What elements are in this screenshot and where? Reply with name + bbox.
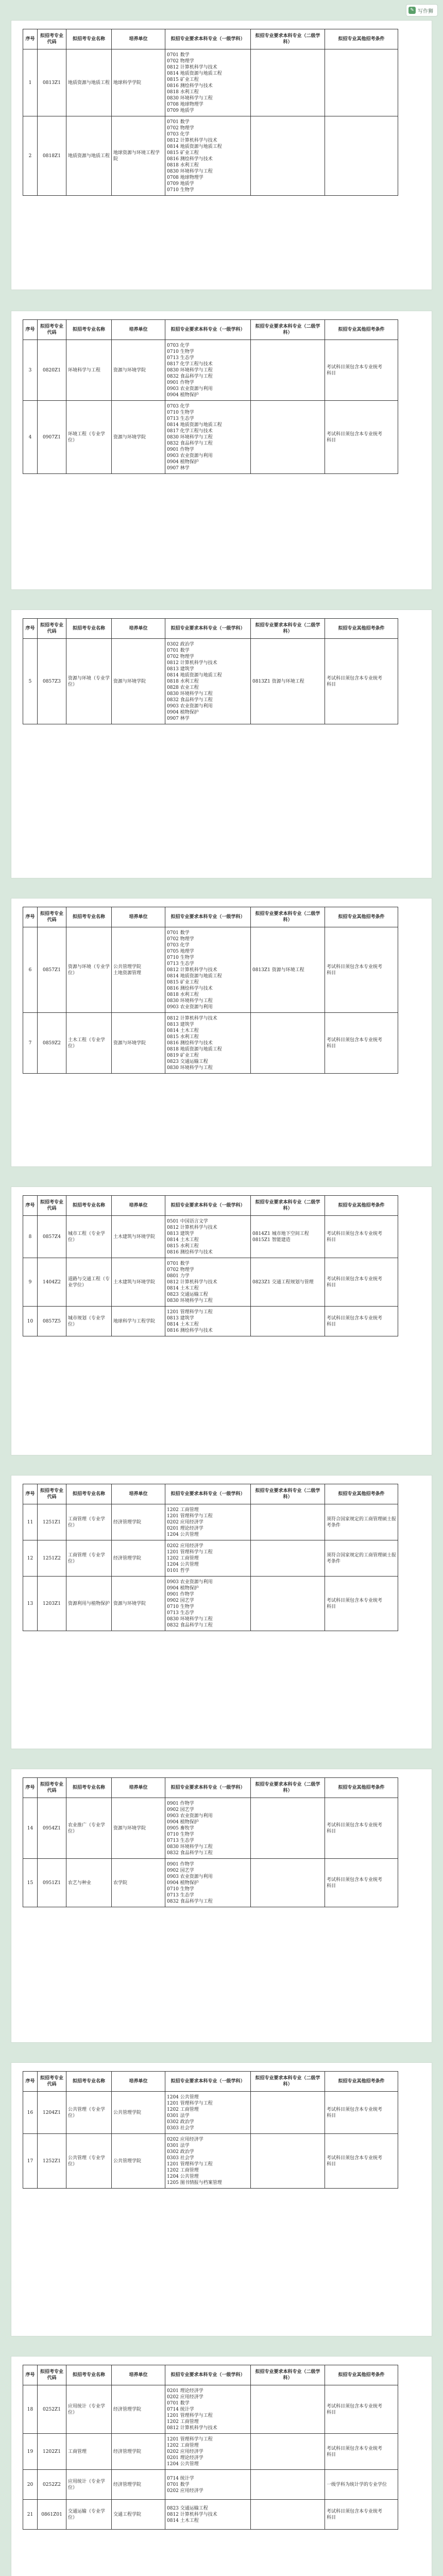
cell-no: 15 bbox=[23, 1859, 38, 1907]
cell-code: 1404Z2 bbox=[38, 1258, 66, 1307]
cell-unit: 资源与环境学院 bbox=[112, 340, 165, 401]
cell-unit: 地球科学学院 bbox=[112, 49, 165, 116]
cell-req2 bbox=[251, 49, 325, 116]
cell-req1: 1204 公共管理 1201 管理科学与工程 1202 工商管理 0301 法学 0302 政治学 0303 社会学 bbox=[165, 2092, 251, 2134]
cell-req1: 0812 计算机科学与技术 0813 建筑学 0814 土木工程 0815 水利工程 0816 测绘科学与技术 0818 地质资源与地质工程 0819 矿业工程 0823 交通运输工程 0830 环境科学与工程 bbox=[165, 1013, 251, 1074]
column-header: 序号 bbox=[23, 2365, 38, 2385]
column-header: 培养单位 bbox=[112, 619, 165, 639]
cell-name: 应用统计（专业学位） bbox=[66, 2385, 112, 2434]
column-header: 拟招专业其他招考条件 bbox=[325, 29, 398, 49]
column-header: 培养单位 bbox=[112, 907, 165, 927]
column-header: 拟招专业要求本科专业（一级学科） bbox=[165, 2365, 251, 2385]
cell-unit: 地球资源与环境工程学院 bbox=[112, 116, 165, 196]
column-header: 拟招考专业名称 bbox=[66, 1484, 112, 1504]
cell-no: 2 bbox=[23, 116, 38, 196]
cell-no: 17 bbox=[23, 2134, 38, 2189]
cell-req2 bbox=[251, 2500, 325, 2530]
table-row bbox=[23, 1577, 398, 1631]
cell-name: 工商管理（专业学位） bbox=[66, 1540, 112, 1577]
cell-unit: 农学院 bbox=[112, 1859, 165, 1907]
top-bar bbox=[0, 0, 443, 21]
cell-name: 应用统计（专业学位） bbox=[66, 2470, 112, 2500]
major-table bbox=[23, 2071, 398, 2189]
table-row bbox=[23, 1013, 398, 1074]
cell-req2 bbox=[251, 1540, 325, 1577]
table-row bbox=[23, 1504, 398, 1540]
cell-req1: 0901 作物学 0902 园艺学 0903 农业资源与利用 0904 植物保护 0905 畜牧学 0710 生物学 0713 生态学 0830 环境科学与工程 0832 食品科学与工程 bbox=[165, 1798, 251, 1859]
cell-unit: 公共管理学院 bbox=[112, 2134, 165, 2189]
cell-no: 18 bbox=[23, 2385, 38, 2434]
column-header: 序号 bbox=[23, 619, 38, 639]
cell-code: 0954Z1 bbox=[38, 1798, 66, 1859]
column-header: 拟招专业要求本科专业（一级学科） bbox=[165, 1484, 251, 1504]
table-row bbox=[23, 1307, 398, 1336]
cell-unit: 经济管理学院 bbox=[112, 1504, 165, 1540]
column-header: 拟招专业要求本科专业（二级学科） bbox=[251, 1196, 325, 1216]
column-header: 序号 bbox=[23, 907, 38, 927]
cell-name: 地质资源与地质工程 bbox=[66, 116, 112, 196]
cell-no: 4 bbox=[23, 401, 38, 474]
cell-code: 0857Z3 bbox=[38, 639, 66, 724]
column-header: 拟招专业其他招考条件 bbox=[325, 619, 398, 639]
cell-req1: 0701 数学 0702 物理学 0703 化学 0812 计算机科学与技术 0814 地质资源与地质工程 0815 矿业工程 0816 测绘科学与技术 0818 水利工程 0830 环境科学与工程 0708 地球物理学 0709 地质学 0710 生物学 bbox=[165, 116, 251, 196]
cell-unit: 资源与环境学院 bbox=[112, 1013, 165, 1074]
column-header: 培养单位 bbox=[112, 1778, 165, 1798]
cell-req1: 0701 数学 0702 物理学 0801 力学 0812 计算机科学与技术 0814 土木工程 0823 交通运输工程 0830 环境科学与工程 bbox=[165, 1258, 251, 1307]
column-header: 拟招考专业代码 bbox=[38, 1778, 66, 1798]
cell-name: 土木工程（专业学位） bbox=[66, 1013, 112, 1074]
cell-unit: 资源与环境学院 bbox=[112, 401, 165, 474]
column-header: 拟招专业要求本科专业（一级学科） bbox=[165, 1196, 251, 1216]
major-table bbox=[23, 907, 398, 1074]
cell-req1: 0701 数学 0702 物理学 0812 计算机科学与技术 0814 地质资源与地质工程 0815 矿业工程 0816 测绘科学与技术 0818 水利工程 0830 环境科学与工程 0708 地球物理学 0709 地质学 bbox=[165, 49, 251, 116]
column-header: 拟招考专业名称 bbox=[66, 29, 112, 49]
cell-other: 考试科目须包含本专业统考 科目 bbox=[325, 927, 398, 1013]
cell-other: 考试科目须包含本专业统考 科目 bbox=[325, 1859, 398, 1907]
cell-other: 须符合国家规定的工商管理硕士报考条件 bbox=[325, 1504, 398, 1540]
column-header: 拟招考专业名称 bbox=[66, 619, 112, 639]
major-table bbox=[23, 29, 398, 196]
column-header: 拟招专业要求本科专业（二级学科） bbox=[251, 619, 325, 639]
cell-req2 bbox=[251, 340, 325, 401]
column-header: 序号 bbox=[23, 1196, 38, 1216]
header-row bbox=[23, 907, 398, 927]
cell-req2: 0823Z1 交通工程规划与管理 bbox=[251, 1258, 325, 1307]
column-header: 拟招考专业代码 bbox=[38, 619, 66, 639]
column-header: 序号 bbox=[23, 320, 38, 340]
column-header: 拟招专业要求本科专业（一级学科） bbox=[165, 619, 251, 639]
cell-code: 0907Z1 bbox=[38, 401, 66, 474]
column-header: 培养单位 bbox=[112, 2365, 165, 2385]
table-row bbox=[23, 927, 398, 1013]
table-row bbox=[23, 1216, 398, 1258]
table-row bbox=[23, 639, 398, 724]
cell-unit: 资源与环境学院 bbox=[112, 1577, 165, 1631]
cell-no: 8 bbox=[23, 1216, 38, 1258]
cell-code: 1204Z1 bbox=[38, 2092, 66, 2134]
cell-other: 一级学科为统计学的专业学位 bbox=[325, 2470, 398, 2500]
cell-unit: 资源与环境学院 bbox=[112, 1798, 165, 1859]
cell-req1: 0701 数学 0702 物理学 0703 化学 0705 地理学 0710 生物学 0713 生态学 0812 计算机科学与技术 0814 地质资源与地质工程 0815 矿业工程 0816 测绘科学与技术 0818 水利工程 0830 环境科学与工程 0903 农业资源与利用 bbox=[165, 927, 251, 1013]
cell-no: 12 bbox=[23, 1540, 38, 1577]
cell-req1: 0901 作物学 0902 园艺学 0903 农业资源与利用 0904 植物保护 0710 生物学 0713 生态学 0832 食品科学与工程 bbox=[165, 1859, 251, 1907]
cell-unit: 交通工程学院 bbox=[112, 2500, 165, 2530]
column-header: 拟招专业其他招考条件 bbox=[325, 907, 398, 927]
cell-code: 1252Z1 bbox=[38, 2134, 66, 2189]
cell-req1: 0201 理论经济学 0202 应用经济学 0701 数学 0714 统计学 1201 管理科学与工程 1202 工商管理 0812 计算机科学与技术 bbox=[165, 2385, 251, 2434]
cell-name: 道路与交通工程（专业学位） bbox=[66, 1258, 112, 1307]
column-header: 拟招专业其他招考条件 bbox=[325, 1484, 398, 1504]
column-header: 拟招考专业名称 bbox=[66, 1778, 112, 1798]
cell-code: 0951Z1 bbox=[38, 1859, 66, 1907]
cell-other: 须符合国家规定的工商管理硕士报考条件 bbox=[325, 1540, 398, 1577]
column-header: 序号 bbox=[23, 29, 38, 49]
cell-name: 农艺与种业 bbox=[66, 1859, 112, 1907]
table-row bbox=[23, 2092, 398, 2134]
column-header: 拟招专业要求本科专业（二级学科） bbox=[251, 1778, 325, 1798]
cell-req1: 1201 管理科学与工程 0813 建筑学 0814 土木工程 0816 测绘科学与技术 bbox=[165, 1307, 251, 1336]
cell-unit: 地球科学与工程学院 bbox=[112, 1307, 165, 1336]
cell-req1: 0202 应用经济学 1201 管理科学与工程 1202 工商管理 1204 公共管理 0101 哲学 bbox=[165, 1540, 251, 1577]
cell-other: 考试科目须包含本专业统考 科目 bbox=[325, 1577, 398, 1631]
cell-code: 0857Z1 bbox=[38, 927, 66, 1013]
cell-req2 bbox=[251, 1013, 325, 1074]
cell-req1: 1201 管理科学与工程 1202 工商管理 0202 应用经济学 0201 理论经济学 1204 公共管理 bbox=[165, 2434, 251, 2470]
cell-other: 考试科目须包含本专业统考 科目 bbox=[325, 2092, 398, 2134]
cell-other: 考试科目须包含本专业统考 科目 bbox=[325, 1307, 398, 1336]
cell-req2 bbox=[251, 1859, 325, 1907]
cell-unit: 土木建筑与环境学院 bbox=[112, 1216, 165, 1258]
cell-no: 19 bbox=[23, 2434, 38, 2470]
cell-req1: 0202 应用经济学 0301 法学 0302 政治学 0303 社会学 1201 管理科学与工程 1202 工商管理 1204 公共管理 1205 图书情报与档案管理 bbox=[165, 2134, 251, 2189]
major-table bbox=[23, 618, 398, 724]
cell-req1: 1202 工商管理 1201 管理科学与工程 0202 应用经济学 0201 理论经济学 1204 公共管理 bbox=[165, 1504, 251, 1540]
header-row bbox=[23, 2365, 398, 2385]
cell-no: 13 bbox=[23, 1577, 38, 1631]
cell-name: 地质资源与地质工程 bbox=[66, 49, 112, 116]
header-row bbox=[23, 1484, 398, 1504]
table-row bbox=[23, 2470, 398, 2500]
table-row bbox=[23, 1798, 398, 1859]
cell-name: 工商管理（专业学位） bbox=[66, 1504, 112, 1540]
cell-code: 1251Z1 bbox=[38, 1504, 66, 1540]
brush-icon: ✎ bbox=[408, 7, 416, 14]
header-row bbox=[23, 2072, 398, 2092]
cell-other: 考试科目须包含本专业统考 科目 bbox=[325, 401, 398, 474]
column-header: 序号 bbox=[23, 1484, 38, 1504]
cell-req1: 0903 农业资源与利用 0904 植物保护 0901 作物学 0902 园艺学 0710 生物学 0713 生态学 0830 环境科学与工程 0832 食品科学与工程 bbox=[165, 1577, 251, 1631]
cell-other: 考试科目须包含本专业统考 科目 bbox=[325, 1258, 398, 1307]
cell-req2 bbox=[251, 1504, 325, 1540]
column-header: 拟招专业其他招考条件 bbox=[325, 1196, 398, 1216]
cell-unit: 经济管理学院 bbox=[112, 2434, 165, 2470]
major-table bbox=[23, 319, 398, 474]
table-row bbox=[23, 1540, 398, 1577]
cell-name: 环境科学与工程 bbox=[66, 340, 112, 401]
column-header: 拟招考专业代码 bbox=[38, 1196, 66, 1216]
cell-req2 bbox=[251, 2092, 325, 2134]
major-table bbox=[23, 1777, 398, 1907]
cell-code: 0857Z5 bbox=[38, 1307, 66, 1336]
column-header: 拟招考专业代码 bbox=[38, 320, 66, 340]
cell-no: 14 bbox=[23, 1798, 38, 1859]
cell-req1: 0501 中国语言文学 0812 计算机科学与技术 0813 建筑学 0814 土木工程 0815 水利工程 0816 测绘科学与技术 bbox=[165, 1216, 251, 1258]
header-row bbox=[23, 619, 398, 639]
cell-unit: 经济管理学院 bbox=[112, 1540, 165, 1577]
cell-name: 城市规划（专业学位） bbox=[66, 1307, 112, 1336]
cell-other bbox=[325, 116, 398, 196]
cell-name: 资源利用与植物保护 bbox=[66, 1577, 112, 1631]
table-row bbox=[23, 2134, 398, 2189]
column-header: 拟招专业要求本科专业（二级学科） bbox=[251, 2072, 325, 2092]
cell-req2: 0813Z1 资源与环境工程 bbox=[251, 639, 325, 724]
column-header: 拟招专业要求本科专业（一级学科） bbox=[165, 29, 251, 49]
cell-other: 考试科目须包含本专业统考 科目 bbox=[325, 2434, 398, 2470]
major-table bbox=[23, 1484, 398, 1631]
column-header: 拟招专业要求本科专业（一级学科） bbox=[165, 320, 251, 340]
cell-req2 bbox=[251, 1798, 325, 1859]
cell-req1: 0302 政治学 0701 数学 0702 物理学 0812 计算机科学与技术 0813 建筑学 0814 地质资源与地质工程 0818 水利工程 0828 农业工程 0830 环境科学与工程 0832 食品科学与工程 0903 农业资源与利用 0904 植物保护 0907 林学 bbox=[165, 639, 251, 724]
cell-code: 1202Z1 bbox=[38, 2434, 66, 2470]
column-header: 序号 bbox=[23, 1778, 38, 1798]
column-header: 拟招专业其他招考条件 bbox=[325, 320, 398, 340]
cell-req1: 0703 化学 0710 生物学 0713 生态学 0817 化学工程与技术 0830 环境科学与工程 0832 食品科学与工程 0901 作物学 0903 农业资源与利用 0904 植物保护 bbox=[165, 340, 251, 401]
cell-other: 考试科目须包含本专业统考 科目 bbox=[325, 1798, 398, 1859]
column-header: 拟招考专业代码 bbox=[38, 2072, 66, 2092]
cell-no: 6 bbox=[23, 927, 38, 1013]
column-header: 拟招专业要求本科专业（一级学科） bbox=[165, 907, 251, 927]
column-header: 拟招专业要求本科专业（二级学科） bbox=[251, 2365, 325, 2385]
cell-req1: 0714 统计学 0701 数学 0202 应用经济学 bbox=[165, 2470, 251, 2500]
table-row bbox=[23, 49, 398, 116]
cell-other: 考试科目须包含本专业统考 科目 bbox=[325, 2385, 398, 2434]
cell-no: 1 bbox=[23, 49, 38, 116]
table-row bbox=[23, 2500, 398, 2530]
column-header: 拟招专业要求本科专业（二级学科） bbox=[251, 1484, 325, 1504]
brand-name: 写作狮 bbox=[418, 8, 433, 14]
table-row bbox=[23, 116, 398, 196]
column-header: 拟招考专业代码 bbox=[38, 907, 66, 927]
column-header: 拟招专业要求本科专业（二级学科） bbox=[251, 29, 325, 49]
column-header: 拟招考专业代码 bbox=[38, 29, 66, 49]
cell-req2 bbox=[251, 116, 325, 196]
cell-name: 环境工程（专业学位） bbox=[66, 401, 112, 474]
column-header: 序号 bbox=[23, 2072, 38, 2092]
cell-code: 1251Z2 bbox=[38, 1540, 66, 1577]
table-row bbox=[23, 1258, 398, 1307]
column-header: 拟招专业要求本科专业（一级学科） bbox=[165, 2072, 251, 2092]
cell-req2 bbox=[251, 1577, 325, 1631]
cell-name: 公共管理（专业学位） bbox=[66, 2134, 112, 2189]
cell-req2: 0814Z1 城市地下空间工程 0815Z1 智能建造 bbox=[251, 1216, 325, 1258]
cell-name: 公共管理（专业学位） bbox=[66, 2092, 112, 2134]
table-row bbox=[23, 401, 398, 474]
column-header: 拟招专业要求本科专业（二级学科） bbox=[251, 320, 325, 340]
header-row bbox=[23, 320, 398, 340]
cell-unit: 土木建筑与环境学院 bbox=[112, 1258, 165, 1307]
cell-req2 bbox=[251, 2434, 325, 2470]
cell-code: 0859Z2 bbox=[38, 1013, 66, 1074]
cell-unit: 公共管理学院 土地资源管理 bbox=[112, 927, 165, 1013]
cell-name: 工商管理 bbox=[66, 2434, 112, 2470]
major-table bbox=[23, 1195, 398, 1336]
cell-other: 考试科目须包含本专业统考 科目 bbox=[325, 2134, 398, 2189]
brand-badge[interactable] bbox=[406, 4, 438, 16]
cell-req1: 0823 交通运输工程 0812 计算机科学与技术 0814 土木工程 bbox=[165, 2500, 251, 2530]
column-header: 拟招考专业名称 bbox=[66, 1196, 112, 1216]
cell-req1: 0703 化学 0710 生物学 0713 生态学 0814 地质资源与地质工程 0817 化学工程与技术 0830 环境科学与工程 0832 食品科学与工程 0901 作物学 0903 农业资源与利用 0904 植物保护 0907 林学 bbox=[165, 401, 251, 474]
cell-code: 0252Z1 bbox=[38, 2385, 66, 2434]
cell-name: 农业推广（专业学位） bbox=[66, 1798, 112, 1859]
cell-other: 考试科目须包含本专业统考 科目 bbox=[325, 1013, 398, 1074]
cell-req2 bbox=[251, 2134, 325, 2189]
column-header: 拟招专业要求本科专业（一级学科） bbox=[165, 1778, 251, 1798]
cell-no: 11 bbox=[23, 1504, 38, 1540]
cell-other bbox=[325, 49, 398, 116]
cell-unit: 经济管理学院 bbox=[112, 2470, 165, 2500]
header-row bbox=[23, 1778, 398, 1798]
column-header: 培养单位 bbox=[112, 1484, 165, 1504]
major-table bbox=[23, 2365, 398, 2530]
column-header: 拟招专业其他招考条件 bbox=[325, 2365, 398, 2385]
cell-code: 1203Z1 bbox=[38, 1577, 66, 1631]
cell-other: 考试科目须包含本专业统考 科目 bbox=[325, 1216, 398, 1258]
cell-no: 7 bbox=[23, 1013, 38, 1074]
column-header: 培养单位 bbox=[112, 29, 165, 49]
cell-code: 0861Z01 bbox=[38, 2500, 66, 2530]
cell-code: 0252Z2 bbox=[38, 2470, 66, 2500]
cell-no: 10 bbox=[23, 1307, 38, 1336]
header-row bbox=[23, 29, 398, 49]
table-row bbox=[23, 1859, 398, 1907]
column-header: 拟招考专业名称 bbox=[66, 907, 112, 927]
column-header: 培养单位 bbox=[112, 1196, 165, 1216]
cell-no: 16 bbox=[23, 2092, 38, 2134]
cell-name: 资源与环境（专业学位） bbox=[66, 639, 112, 724]
column-header: 拟招考专业代码 bbox=[38, 1484, 66, 1504]
cell-no: 5 bbox=[23, 639, 38, 724]
table-row bbox=[23, 2434, 398, 2470]
column-header: 拟招考专业名称 bbox=[66, 320, 112, 340]
cell-req2 bbox=[251, 2385, 325, 2434]
cell-req2 bbox=[251, 2470, 325, 2500]
column-header: 培养单位 bbox=[112, 2072, 165, 2092]
cell-unit: 资源与环境学院 bbox=[112, 639, 165, 724]
column-header: 培养单位 bbox=[112, 320, 165, 340]
cell-name: 城市工程（专业学位） bbox=[66, 1216, 112, 1258]
cell-unit: 公共管理学院 bbox=[112, 2092, 165, 2134]
column-header: 拟招考专业名称 bbox=[66, 2365, 112, 2385]
column-header: 拟招专业要求本科专业（二级学科） bbox=[251, 907, 325, 927]
column-header: 拟招考专业名称 bbox=[66, 2072, 112, 2092]
cell-other: 考试科目须包含本专业统考 科目 bbox=[325, 639, 398, 724]
cell-name: 资源与环境（专业学位） bbox=[66, 927, 112, 1013]
table-row bbox=[23, 340, 398, 401]
cell-code: 0813Z1 bbox=[38, 49, 66, 116]
column-header: 拟招考专业代码 bbox=[38, 2365, 66, 2385]
cell-no: 9 bbox=[23, 1258, 38, 1307]
cell-no: 20 bbox=[23, 2470, 38, 2500]
column-header: 拟招专业其他招考条件 bbox=[325, 2072, 398, 2092]
header-row bbox=[23, 1196, 398, 1216]
cell-unit: 经济管理学院 bbox=[112, 2385, 165, 2434]
cell-no: 21 bbox=[23, 2500, 38, 2530]
column-header: 拟招专业其他招考条件 bbox=[325, 1778, 398, 1798]
cell-other: 考试科目须包含本专业统考 科目 bbox=[325, 2500, 398, 2530]
cell-other: 考试科目须包含本专业统考 科目 bbox=[325, 340, 398, 401]
cell-code: 0818Z1 bbox=[38, 116, 66, 196]
cell-req2 bbox=[251, 401, 325, 474]
table-row bbox=[23, 2385, 398, 2434]
cell-code: 0857Z4 bbox=[38, 1216, 66, 1258]
cell-req2 bbox=[251, 1307, 325, 1336]
cell-code: 0820Z1 bbox=[38, 340, 66, 401]
cell-name: 交通运输（专业学位） bbox=[66, 2500, 112, 2530]
cell-req2: 0813Z1 资源与环境工程 bbox=[251, 927, 325, 1013]
cell-no: 3 bbox=[23, 340, 38, 401]
